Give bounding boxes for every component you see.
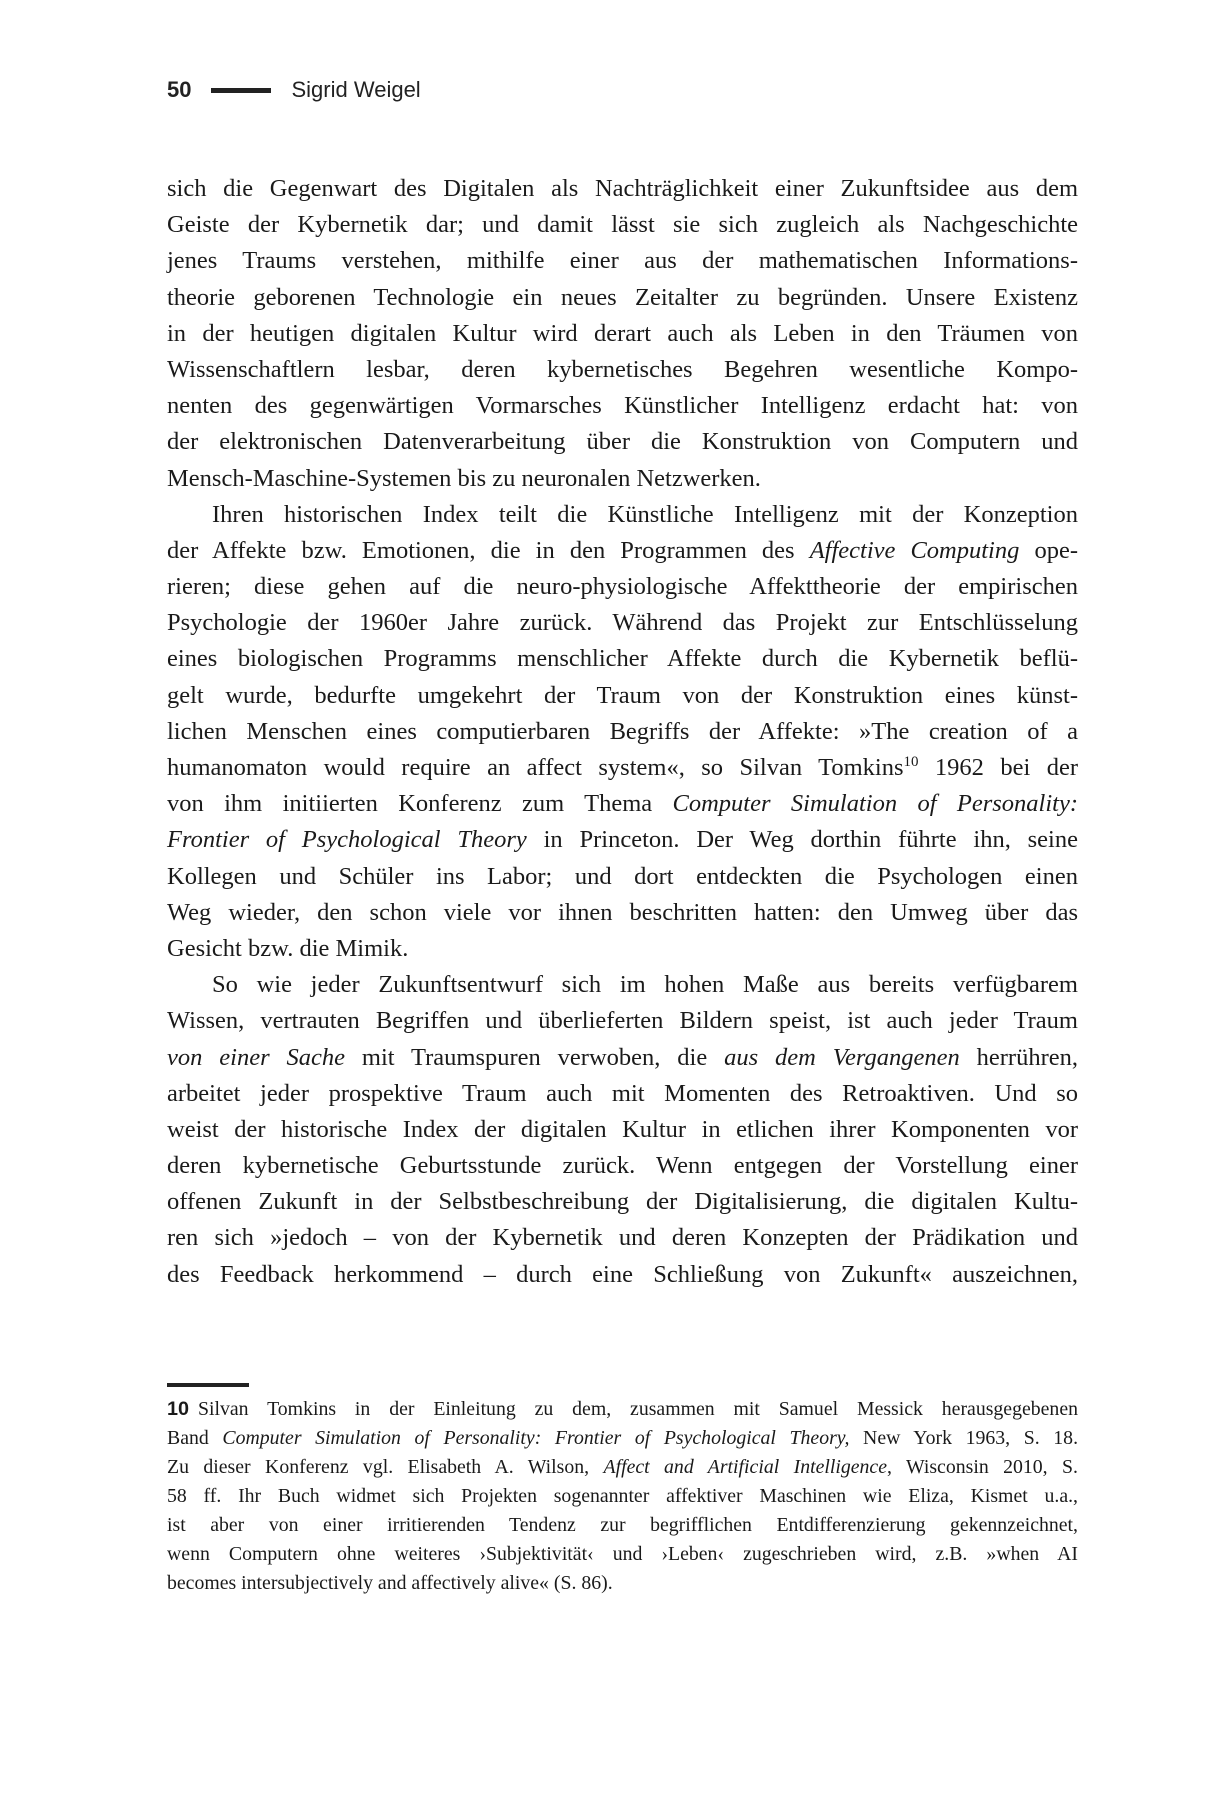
footnote-number: 10 [167, 1398, 190, 1420]
text-line: eines biologischen Programms menschlicher Affekte durch die Kybernetik beflü- [167, 645, 1078, 673]
text-line: Gesicht bzw. die Mimik. [167, 934, 409, 962]
text-line: lichen Menschen eines computierbaren Begriffs der Affekte: »The creation of a [167, 717, 1078, 745]
page-number: 50 [167, 77, 192, 102]
paragraph-2 [167, 497, 1078, 967]
text-line: Wissen, vertrauten Begriffen und überlieferten Bildern speist, ist auch jeder Traum [167, 1007, 1078, 1035]
text-line: Weg wieder, den schon viele vor ihnen beschritten hatten: den Umweg über das [167, 898, 1078, 926]
footnote-line: wenn Computern ohne weiteres ›Subjektivität‹ und ›Leben‹ zugeschrieben wird, z.B. »when AI [167, 1543, 1078, 1565]
text-line: offenen Zukunft in der Selbstbeschreibung der Digitalisierung, die digitalen Kultu- [167, 1188, 1078, 1216]
running-head-author: Sigrid Weigel [291, 77, 421, 102]
text-line: in der heutigen digitalen Kultur wird derart auch als Leben in den Träumen von [167, 319, 1078, 347]
paragraph-1 [167, 171, 1078, 497]
text-line: sich die Gegenwart des Digitalen als Nachträglichkeit einer Zukunftsidee aus dem [167, 175, 1078, 202]
text-line [167, 822, 1078, 858]
text-line [167, 1040, 1078, 1076]
main-text [167, 171, 1078, 1293]
text-run: , Wisconsin 2010, S. [886, 1456, 1078, 1478]
text-line [167, 533, 1078, 569]
text-line: Kollegen und Schüler ins Labor; und dort entdeckten die Psychologen einen [167, 862, 1078, 890]
text-run: humanomaton would require an affect system«, so Silvan Tomkins [167, 754, 904, 781]
text-line: arbeitet jeder prospektive Traum auch mit Momenten des Retroaktiven. Und so [167, 1079, 1078, 1107]
italic-title: Affect and Artificial Intelligence [603, 1456, 887, 1478]
header-rule [211, 88, 271, 93]
footnote-line [167, 1395, 1078, 1424]
text-line: ren sich »jedoch – von der Kybernetik und deren Konzepten der Prädikation und [167, 1224, 1078, 1252]
text-run: von ihm initiierten Konferenz zum Thema [167, 790, 673, 818]
footnote-line [167, 1453, 1078, 1482]
text-run: Band [167, 1427, 223, 1449]
text-line: rieren; diese gehen auf die neuro-physiologische Affekttheorie der empirischen [167, 573, 1078, 601]
text-line [167, 750, 1078, 786]
footnote-separator [167, 1383, 249, 1387]
italic-title: Computer Simulation of Personality: [672, 790, 1078, 818]
text-line: Mensch-Maschine-Systemen bis zu neuronalen Netzwerken. [167, 464, 761, 492]
text-line: So wie jeder Zukunftsentwurf sich im hohen Maße aus bereits verfügbarem [212, 971, 1078, 999]
paragraph-3 [167, 967, 1078, 1293]
text-line [167, 786, 1078, 822]
italic-phrase: von einer Sache [167, 1043, 345, 1071]
text-run: herrühren, [959, 1043, 1078, 1071]
text-run: der Affekte bzw. Emotionen, die in den Programmen des [167, 536, 810, 564]
italic-title: Affective Computing [809, 536, 1020, 564]
text-run: New York 1963, S. 18. [849, 1427, 1079, 1449]
running-header [167, 70, 421, 110]
text-run: 1962 bei der [918, 754, 1078, 781]
footnote-line [167, 1424, 1078, 1453]
footnote-10 [167, 1395, 1078, 1598]
text-line: Psychologie der 1960er Jahre zurück. Während das Projekt zur Entschlüsselung [167, 609, 1078, 637]
text-line: Geiste der Kybernetik dar; und damit lässt sie sich zugleich als Nachgeschichte [167, 211, 1078, 239]
italic-phrase: aus dem Vergangenen [724, 1043, 960, 1071]
footnote-line: becomes intersubjectively and affectively alive« (S. 86). [167, 1572, 613, 1594]
footnote-line: 58 ff. Ihr Buch widmet sich Projekten sogenannter affektiver Maschinen wie Eliza, Kismet u.a., [167, 1485, 1078, 1507]
text-line: Ihren historischen Index teilt die Künstliche Intelligenz mit der Konzeption [212, 500, 1078, 528]
text-run: mit Traumspuren verwoben, die [345, 1043, 725, 1071]
footnote-reference[interactable]: 10 [903, 753, 919, 770]
text-line: nenten des gegenwärtigen Vormarsches Künstlicher Intelligenz erdacht hat: von [167, 392, 1078, 420]
text-line: jenes Traums verstehen, mithilfe einer aus der mathematischen Informations- [167, 247, 1078, 275]
text-run: Zu dieser Konferenz vgl. Elisabeth A. Wilson, [167, 1456, 604, 1478]
italic-title: Computer Simulation of Personality: Frontier of Psychological Theory, [222, 1427, 850, 1449]
text-line: deren kybernetische Geburtsstunde zurück. Wenn entgegen der Vorstellung einer [167, 1152, 1078, 1180]
text-run: in Princeton. Der Weg dorthin führte ihn, seine [526, 826, 1078, 854]
text-line: des Feedback herkommend – durch eine Schließung von Zukunft« auszeichnen, [167, 1260, 1078, 1288]
text-line: der elektronischen Datenverarbeitung über die Konstruktion von Computern und [167, 428, 1078, 456]
text-run: Silvan Tomkins in der Einleitung zu dem, zusammen mit Samuel Messick herausgegebenen [198, 1398, 1078, 1420]
text-line: weist der historische Index der digitalen Kultur in etlichen ihrer Komponenten vor [167, 1115, 1078, 1143]
footnote-line: ist aber von einer irritierenden Tendenz zur begrifflichen Entdifferenzierung gekennzeichnet, [167, 1514, 1078, 1536]
text-run: ope- [1019, 536, 1078, 564]
text-line: gelt wurde, bedurfte umgekehrt der Traum von der Konstruktion eines künst- [167, 681, 1078, 709]
text-line: theorie geborenen Technologie ein neues Zeitalter zu begründen. Unsere Existenz [167, 283, 1078, 311]
text-line: Wissenschaftlern lesbar, deren kybernetisches Begehren wesentliche Kompo- [167, 355, 1078, 383]
italic-title: Frontier of Psychological Theory [167, 826, 527, 854]
